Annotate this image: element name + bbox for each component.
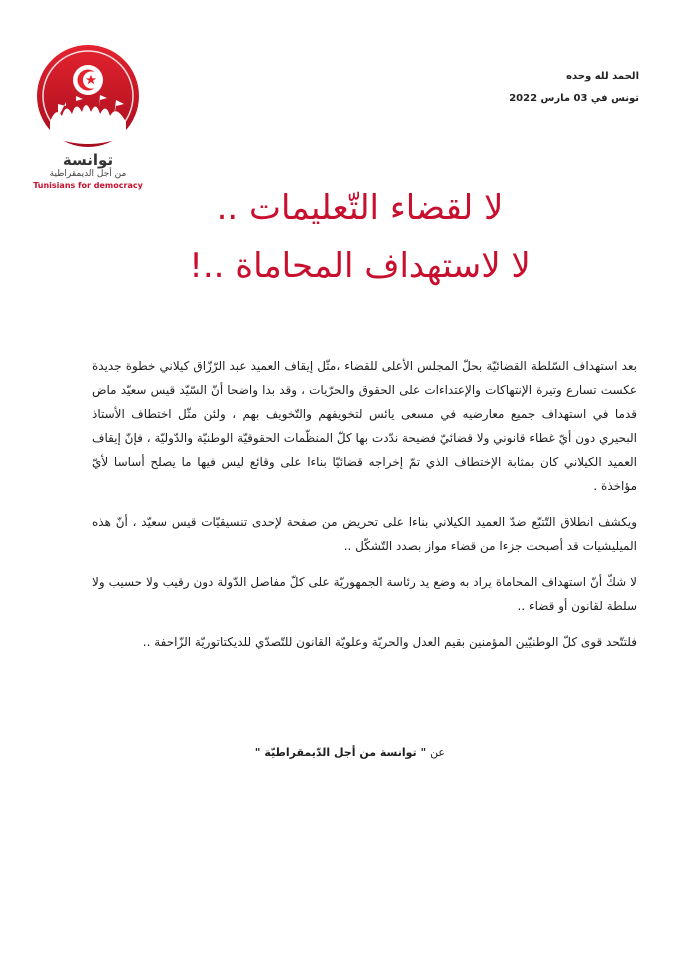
document-title-line-1: لا لقضاء التّعليمات .. — [216, 188, 504, 228]
body-paragraph: بعد استهداف السّلطة القضائيّة بحلّ المجلس الأعلى للقضاء ،مثّل إيقاف العميد عبد الرّزّاق كيلاني خطوة جديدة عكست تسارع وتيرة الإنتهاكات والإعتداءات على الحقوق والحرّيات ، وقد بدا واضحا أنّ السّيّد قيس سعيّد ماض قدما في استهداف جميع معارضيه في مسعى يائس لتخويفهم والتّخويف بهم ، ولئن مثّل اختطاف الأستاذ البحيري دون أيّ غطاء قانوني ولا قضائيّ فضيحة ندّدت بها كلّ المنظّمات الحقوقيّة الوطنيّة والدّوليّة ، فإنّ إيقاف العميد الكيلاني كان بمثابة الإختطاف الذي تمّ إخراجه قضائيّا بناءا على وقائع ليس فيها ما يصلح أساسا لأيّ مؤاخذة . — [92, 359, 637, 493]
body-paragraph: فلتتّحد قوى كلّ الوطنيّين المؤمنين بقيم العدل والحريّة وعلويّة القانون للتّصدّي للديكتاتوريّة الزّاحفة .. — [142, 635, 637, 649]
organization-name-en: Tunisians for democracy — [33, 181, 143, 190]
document-header — [509, 66, 639, 110]
body-paragraph: ويكشف انطلاق التّتبّع ضدّ العميد الكيلاني بناءا على تحريض من صفحة لإحدى تنسيقيّات قيس سعيّد ، أنّ هذه الميليشيات قد أصبحت جزءا من قضاء مواز بصدد التّشكّل .. — [92, 515, 637, 553]
header-date: تونس في 03 مارس 2022 — [509, 93, 639, 104]
body-paragraph: لا شكّ أنّ استهداف المحاماة يراد به وضع يد رئاسة الجمهوريّة على كلّ مفاصل الدّولة دون رقيب ولا حسيب ولا سلطة لقانون أو قضاء .. — [92, 575, 637, 613]
organization-name-ar: توانسة — [62, 151, 114, 169]
document-body — [92, 354, 637, 666]
organization-logo-icon — [36, 44, 140, 148]
header-invocation: الحمد لله وحده — [566, 71, 639, 82]
organization-subtitle-ar: من أجل الديمقراطية — [49, 169, 127, 179]
signature-prefix: عن — [430, 746, 445, 759]
document-signature — [240, 746, 445, 759]
document-title-line-2: لا لاستهداف المحاماة ..! — [189, 246, 531, 286]
signature-name: " توانسة من أجل الدّيمقراطيّة " — [254, 746, 427, 759]
organization-logo-block — [28, 44, 148, 191]
